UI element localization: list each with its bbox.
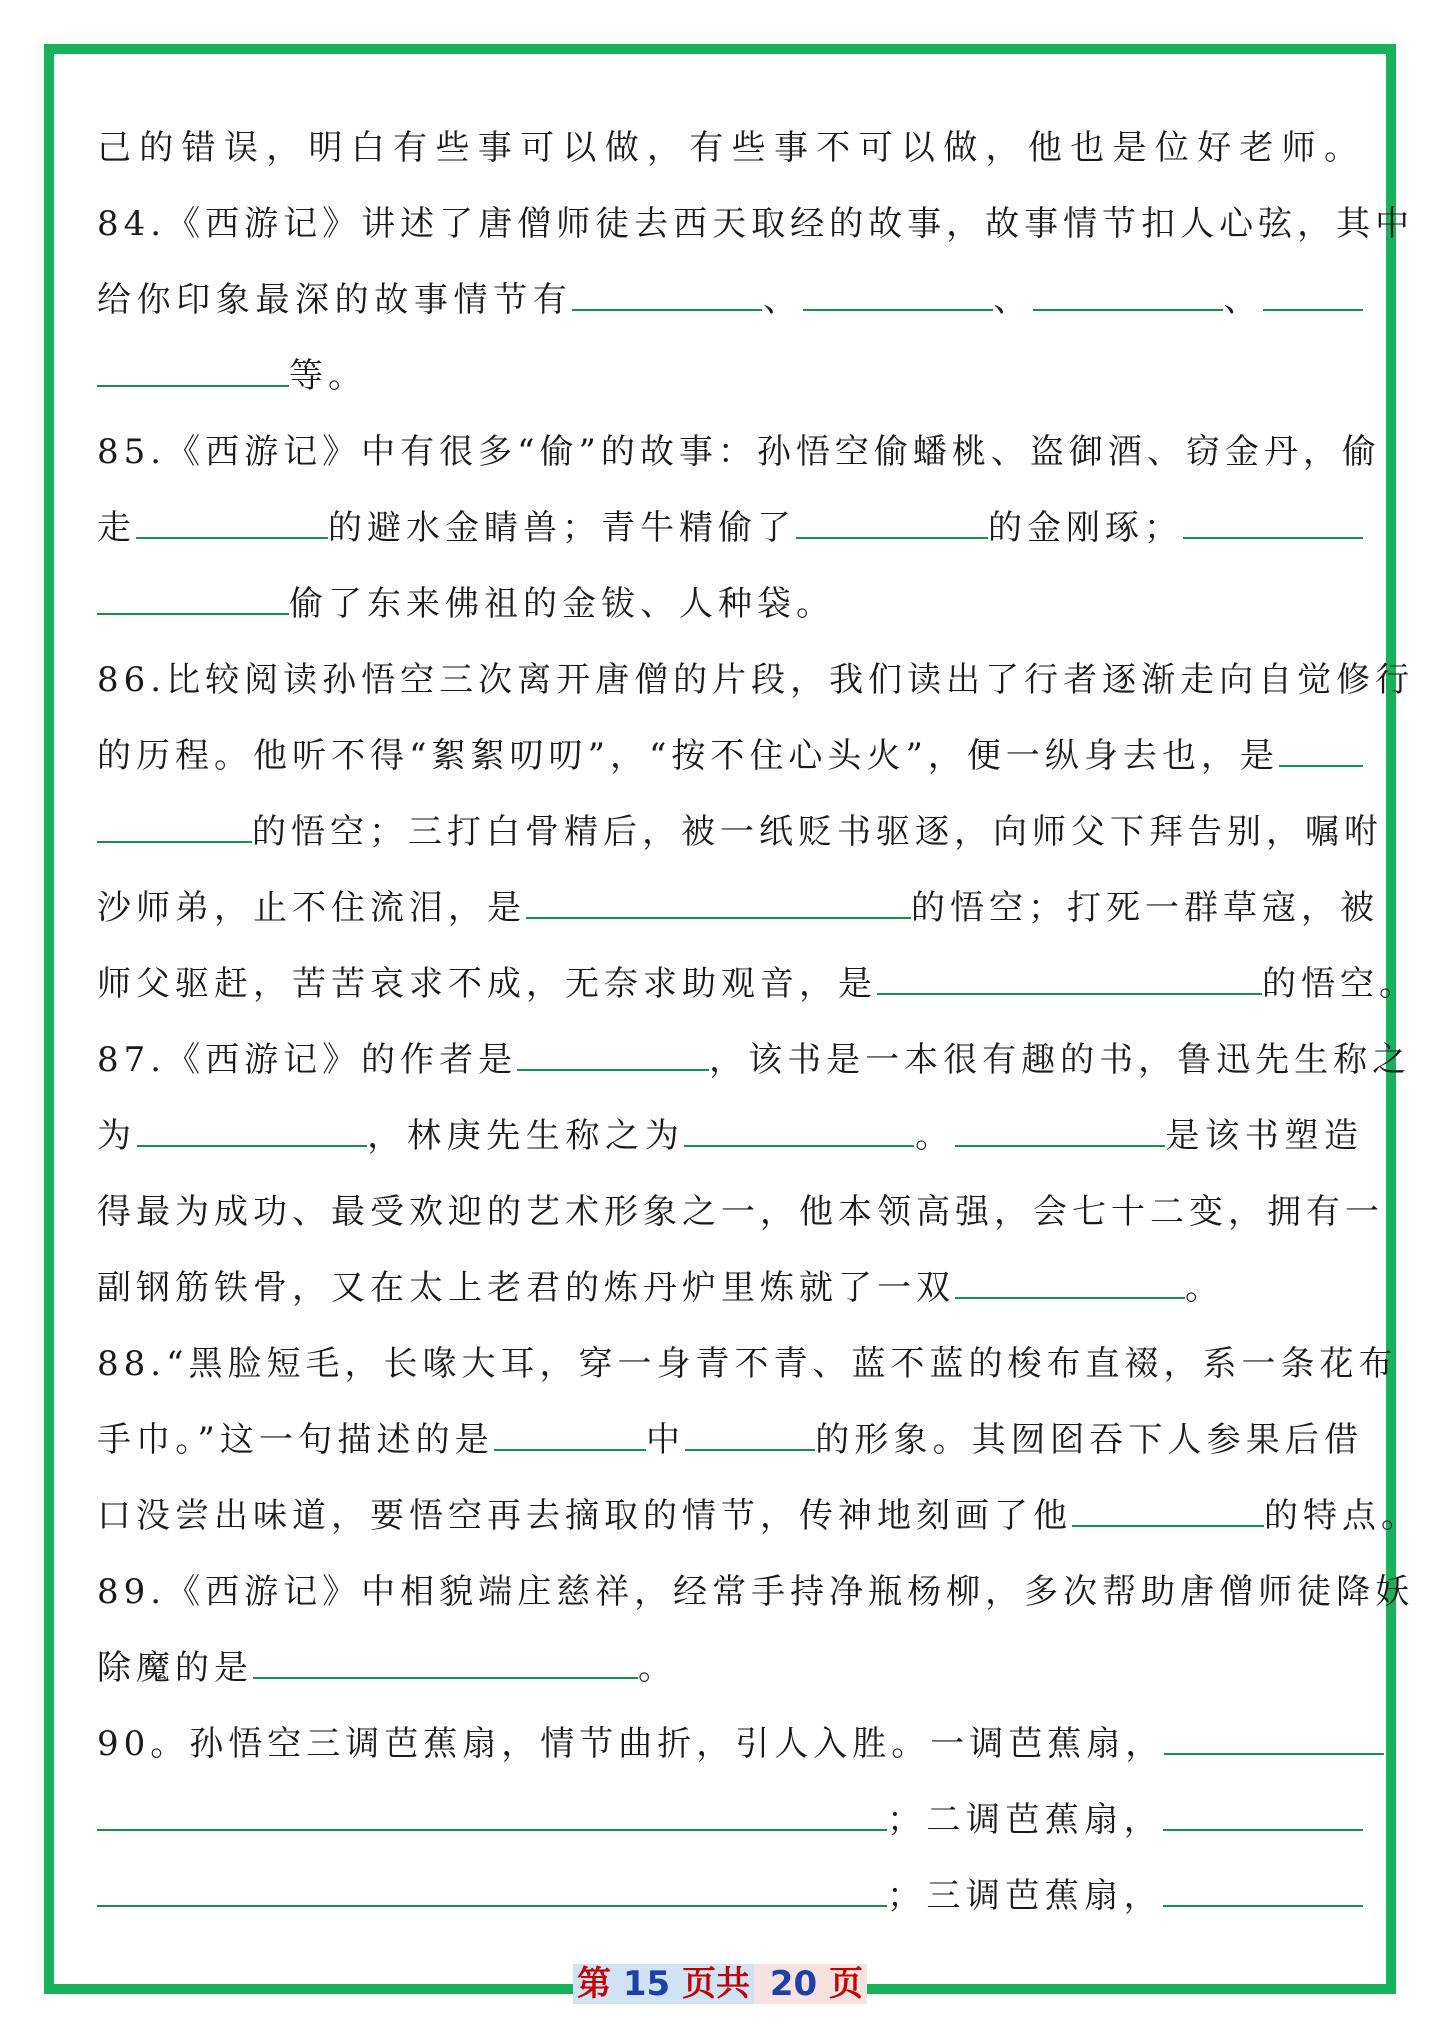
answer-blank[interactable]	[1163, 1785, 1363, 1831]
text-line	[97, 870, 1379, 946]
answer-blank[interactable]	[684, 1101, 914, 1147]
text-segment: 的金刚琢；	[988, 508, 1183, 548]
page-frame	[44, 44, 1420, 2004]
current-page: 15	[622, 1964, 671, 2004]
answer-blank[interactable]	[1263, 265, 1363, 311]
answer-blank[interactable]	[1164, 1709, 1384, 1755]
text-segment: 给你印象最深的故事情节有	[97, 280, 573, 320]
text-segment: 。	[638, 1648, 677, 1688]
answer-blank[interactable]	[137, 1101, 367, 1147]
text-segment: 为	[97, 1116, 137, 1156]
text-segment: 的避水金睛兽；青牛精偷了	[328, 508, 796, 548]
answer-blank[interactable]	[136, 493, 328, 539]
worksheet-content	[97, 110, 1420, 1934]
answer-blank[interactable]	[685, 1405, 815, 1451]
text-segment: 87.《西游记》的作者是	[97, 1040, 518, 1080]
answer-blank[interactable]	[97, 1785, 887, 1831]
text-line: 己的错误，明白有些事可以做，有些事不可以做，他也是位好老师。	[97, 128, 1363, 168]
footer-mid: 页共	[682, 1964, 750, 2004]
text-segment: ，林庚先生称之为	[366, 1116, 685, 1156]
text-line	[97, 1782, 1363, 1858]
question-85-title: 85.《西游记》中有很多“偷”的故事：孙悟空偷蟠桃、盗御酒、窃金丹，偷	[97, 432, 1381, 472]
answer-blank[interactable]	[526, 873, 911, 919]
text-segment: 。	[1185, 1268, 1224, 1308]
text-segment: 、	[762, 280, 803, 320]
answer-blank[interactable]	[1072, 1481, 1264, 1527]
answer-blank[interactable]	[97, 569, 289, 615]
text-segment: 手巾。”这一句描述的是	[97, 1420, 494, 1460]
text-segment: 的悟空；三打白骨精后，被一纸贬书驱逐，向师父下拜告别，嘱咐	[252, 812, 1383, 852]
text-segment: 90。孙悟空三调芭蕉扇，情节曲折，引人入胜。一调芭蕉扇，	[97, 1724, 1165, 1764]
answer-blank[interactable]	[494, 1405, 646, 1451]
text-line	[97, 1402, 1363, 1478]
answer-blank[interactable]	[97, 1861, 887, 1907]
text-line	[97, 338, 1363, 414]
text-segment: 的特点。	[1264, 1496, 1420, 1536]
text-line	[97, 718, 1363, 794]
text-segment: 口没尝出味道，要悟空再去摘取的情节，传神地刻画了他	[97, 1496, 1072, 1536]
text-segment: ；三调芭蕉扇，	[887, 1876, 1163, 1916]
text-segment: 等。	[289, 356, 367, 396]
footer-suffix: 页	[829, 1964, 864, 2004]
text-segment: 中	[645, 1420, 686, 1460]
text-line	[97, 1858, 1363, 1934]
text-segment: 师父驱赶，苦苦哀求不成，无奈求助观音，是	[97, 964, 877, 1004]
text-segment: 是该书塑造	[1164, 1116, 1364, 1156]
answer-blank[interactable]	[1183, 493, 1363, 539]
total-pages: 20	[769, 1964, 818, 2004]
text-segment: 走	[97, 508, 136, 548]
answer-blank[interactable]	[877, 949, 1262, 995]
page-number-total	[754, 1964, 867, 2004]
footer-prefix: 第	[576, 1964, 611, 2004]
answer-blank[interactable]	[1033, 265, 1223, 311]
text-segment: 除魔的是	[97, 1648, 253, 1688]
text-segment: 。	[914, 1116, 955, 1156]
question-84-title: 84.《西游记》讲述了唐僧师徒去西天取经的故事，故事情节扣人心弦，其中	[97, 204, 1415, 244]
page-number-footer	[54, 1960, 1386, 2008]
text-segment: 、	[992, 280, 1033, 320]
text-line	[97, 566, 1363, 642]
answer-blank[interactable]	[1279, 721, 1363, 767]
answer-blank[interactable]	[517, 1025, 709, 1071]
text-line	[97, 1630, 1363, 1706]
question-87-title	[97, 1022, 1412, 1098]
text-segment: 副钢筋铁骨，又在太上老君的炼丹炉里炼就了一双	[97, 1268, 955, 1308]
text-line	[97, 794, 1383, 870]
text-line	[97, 1098, 1363, 1174]
text-segment: 的形象。其囫囵吞下人参果后借	[815, 1420, 1364, 1460]
text-segment: 的历程。他听不得“絮絮叨叨”，“按不住心头火”，便一纵身去也，是	[97, 736, 1279, 776]
question-90-title	[97, 1706, 1363, 1782]
page-number-current	[573, 1964, 754, 2004]
text-segment: 的悟空。	[1262, 964, 1418, 1004]
text-line	[97, 946, 1418, 1022]
text-segment: 沙师弟，止不住流泪，是	[97, 888, 526, 928]
answer-blank[interactable]	[1163, 1861, 1363, 1907]
answer-blank[interactable]	[803, 265, 993, 311]
answer-blank[interactable]	[97, 797, 252, 843]
answer-blank[interactable]	[796, 493, 988, 539]
text-line	[97, 1478, 1420, 1554]
text-line	[97, 490, 1363, 566]
answer-blank[interactable]	[253, 1633, 638, 1679]
text-line	[97, 1250, 1363, 1326]
text-segment: ，该书是一本很有趣的书，鲁迅先生称之	[709, 1040, 1412, 1080]
question-89-title: 89.《西游记》中相貌端庄慈祥，经常手持净瓶杨柳，多次帮助唐僧师徒降妖	[97, 1572, 1415, 1612]
text-segment: ；二调芭蕉扇，	[887, 1800, 1163, 1840]
text-line: 得最为成功、最受欢迎的艺术形象之一，他本领高强，会七十二变，拥有一	[97, 1192, 1384, 1232]
question-88-title: 88.“黑脸短毛，长喙大耳，穿一身青不青、蓝不蓝的梭布直裰，系一条花布	[97, 1344, 1398, 1384]
text-segment: 、	[1222, 280, 1264, 320]
text-segment: 偷了东来佛祖的金钹、人种袋。	[289, 584, 835, 624]
answer-blank[interactable]	[97, 341, 289, 387]
answer-blank[interactable]	[955, 1253, 1185, 1299]
text-segment: 的悟空；打死一群草寇，被	[911, 888, 1379, 928]
text-line	[97, 262, 1363, 338]
answer-blank[interactable]	[955, 1101, 1165, 1147]
answer-blank[interactable]	[572, 265, 762, 311]
question-86-title: 86.比较阅读孙悟空三次离开唐僧的片段，我们读出了行者逐渐走向自觉修行	[97, 660, 1415, 700]
